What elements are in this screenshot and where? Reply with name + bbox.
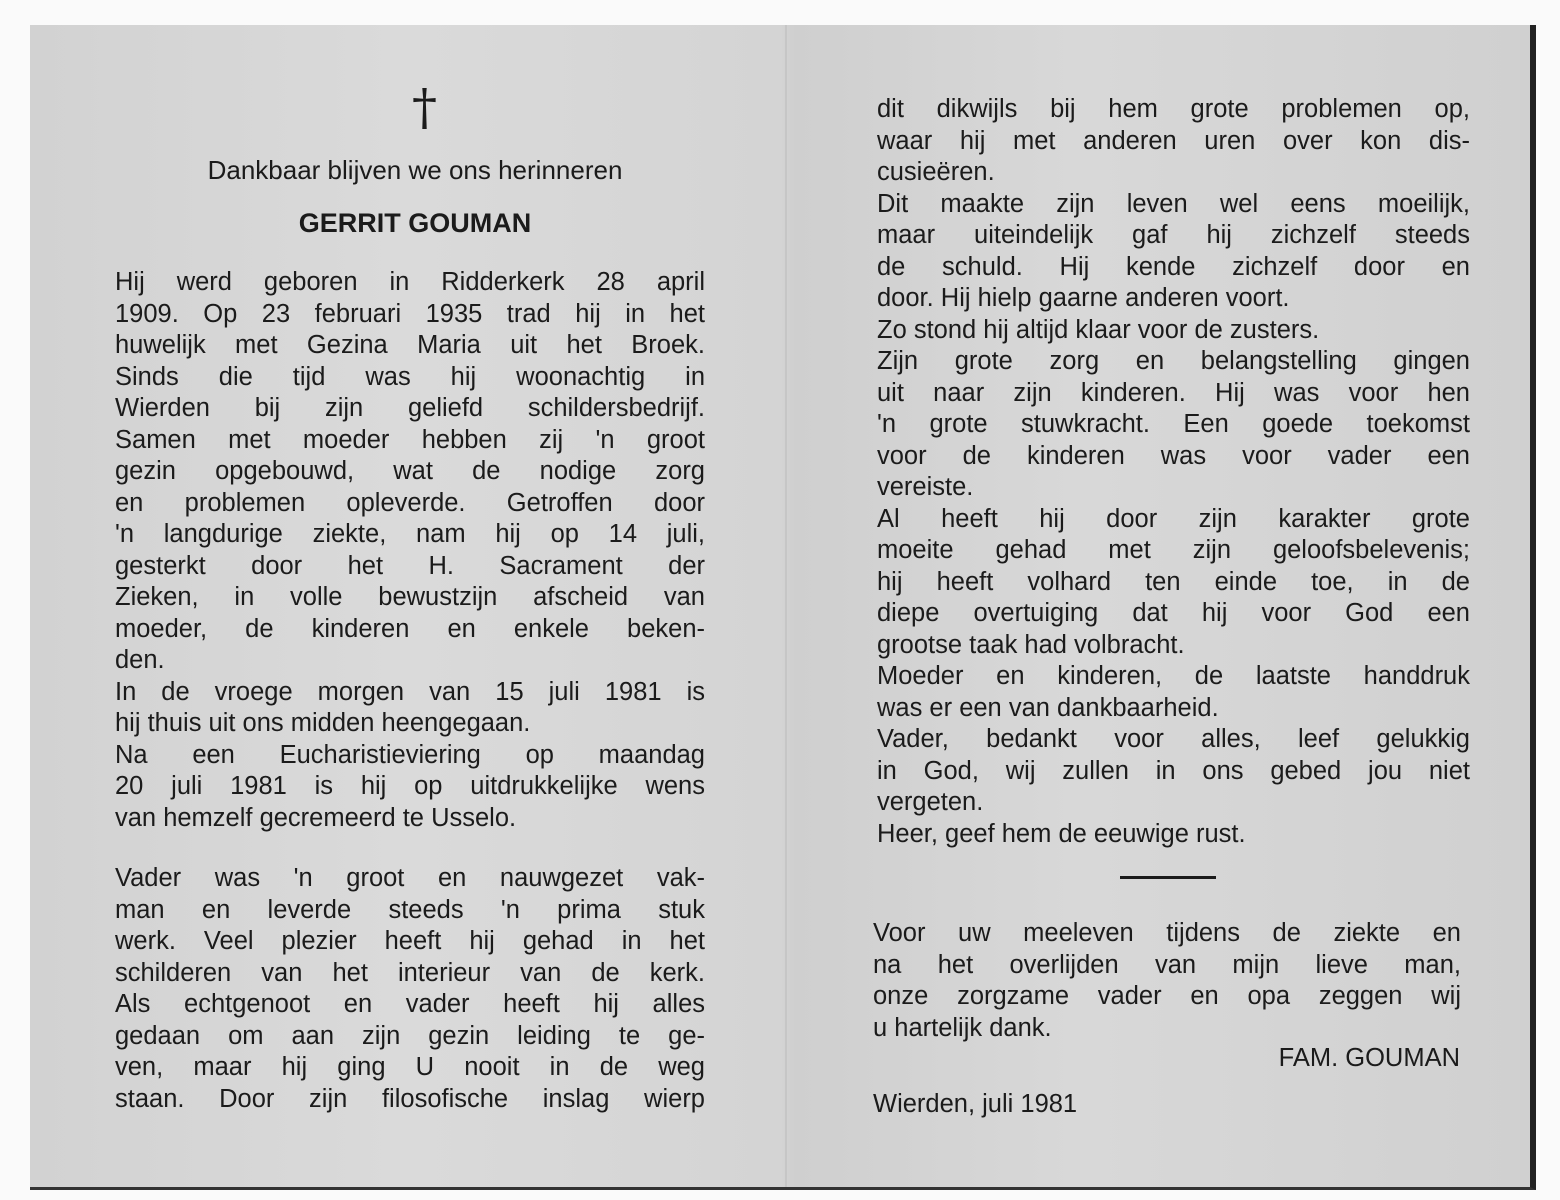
text-line: Zieken, in volle bewustzijn afscheid van <box>115 583 705 611</box>
text-line: u hartelijk dank. <box>873 1013 1052 1042</box>
text-line: Dit maakte zijn leven wel eens moeilijk, <box>877 189 1470 218</box>
paragraph <box>877 724 1470 819</box>
text-line: 20 juli 1981 is hij op uitdrukkelijke wens <box>115 772 705 800</box>
paragraph <box>877 819 1470 851</box>
text-line: Vader was 'n groot en nauwgezet vak- <box>115 864 705 892</box>
text-line: man en leverde steeds 'n prima stuk <box>115 895 705 924</box>
paragraph <box>115 677 705 740</box>
text-line: na het overlijden van mijn lieve man, <box>873 950 1461 979</box>
deceased-name: GERRIT GOUMAN <box>298 208 532 238</box>
text-line: den. <box>115 646 165 674</box>
text-line: door. Hij hielp gaarne anderen voort. <box>877 284 1290 312</box>
text-line: Moeder en kinderen, de laatste handdruk <box>877 662 1470 690</box>
text-line: Zo stond hij altijd klaar voor de zusters. <box>877 315 1320 344</box>
text-line: was er een van dankbaarheid. <box>877 693 1219 722</box>
text-line: moeite gehad met zijn geloofsbelevenis; <box>877 536 1470 564</box>
text-line: gezin opgebouwd, wat de nodige zorg <box>115 457 705 485</box>
text-line: grootse taak had volbracht. <box>877 630 1185 659</box>
text-line: staan. Door zijn filosofische inslag wierp <box>115 1084 705 1113</box>
signature: FAM. GOUMAN <box>1278 1044 1460 1072</box>
text-line: Heer, geef hem de eeuwige rust. <box>877 819 1246 848</box>
text-line: Voor uw meeleven tijdens de ziekte en <box>873 919 1461 947</box>
text-line: ven, maar hij ging U nooit in de weg <box>115 1053 705 1081</box>
paragraph <box>877 315 1470 347</box>
text-line: dit dikwijls bij hem grote problemen op, <box>877 95 1470 123</box>
text-line: huwelijk met Gezina Maria uit het Broek. <box>115 331 705 359</box>
place-date: Wierden, juli 1981 <box>873 1090 1078 1118</box>
cross-icon: † <box>412 78 437 136</box>
paragraph <box>877 346 1470 504</box>
text-line: waar hij met anderen uren over kon dis- <box>877 126 1470 155</box>
paragraph <box>115 267 705 677</box>
text-line: moeder, de kinderen en enkele beken- <box>115 614 705 643</box>
left-column-text <box>115 267 705 834</box>
paragraph <box>877 189 1470 315</box>
paragraph <box>877 94 1470 189</box>
text-line: in God, wij zullen in ons gebed jou niet <box>877 756 1470 785</box>
text-line: en problemen opleverde. Getroffen door <box>115 488 705 517</box>
paragraph <box>873 918 1461 1044</box>
text-line: van hemzelf gecremeerd te Usselo. <box>115 803 517 832</box>
left-column-text-2 <box>115 863 705 1115</box>
text-line: voor de kinderen was voor vader een <box>877 441 1470 470</box>
text-line: Als echtgenoot en vader heeft hij alles <box>115 990 705 1018</box>
text-line: vereiste. <box>877 473 974 501</box>
text-line: werk. Veel plezier heeft hij gehad in het <box>115 927 705 955</box>
text-line: vergeten. <box>877 788 984 816</box>
text-line: Zijn grote zorg en belangstelling gingen <box>877 347 1470 375</box>
thanks-text <box>873 918 1461 1044</box>
divider <box>1120 876 1216 879</box>
right-column-text <box>877 94 1470 850</box>
text-line: 'n langdurige ziekte, nam hij op 14 juli, <box>115 520 705 548</box>
text-line: Hij werd geboren in Ridderkerk 28 april <box>115 268 705 296</box>
text-line: de schuld. Hij kende zichzelf door en <box>877 252 1470 281</box>
text-line: Vader, bedankt voor alles, leef gelukkig <box>877 725 1470 753</box>
intro-text: Dankbaar blijven we ons herinneren <box>207 155 623 185</box>
text-line: In de vroege morgen van 15 juli 1981 is <box>115 677 705 706</box>
paragraph <box>877 661 1470 724</box>
text-line: diepe overtuiging dat hij voor God een <box>877 599 1470 627</box>
text-line: maar uiteindelijk gaf hij zichzelf steeds <box>877 221 1470 249</box>
text-line: uit naar zijn kinderen. Hij was voor hen <box>877 378 1470 407</box>
text-line: Samen met moeder hebben zij 'n groot <box>115 425 705 454</box>
text-line: 1909. Op 23 februari 1935 trad hij in het <box>115 299 705 328</box>
text-line: onze zorgzame vader en opa zeggen wij <box>873 982 1461 1010</box>
paragraph <box>115 740 705 835</box>
card-fold <box>785 25 787 1187</box>
paragraph <box>115 863 705 1115</box>
text-line: cusieëren. <box>877 158 995 186</box>
text-line: 'n grote stuwkracht. Een goede toekomst <box>877 410 1470 438</box>
text-line: hij heeft volhard ten einde toe, in de <box>877 567 1470 596</box>
paragraph <box>877 504 1470 662</box>
text-line: gesterkt door het H. Sacrament der <box>115 551 705 580</box>
text-line: gedaan om aan zijn gezin leiding te ge- <box>115 1021 705 1050</box>
text-line: Al heeft hij door zijn karakter grote <box>877 504 1470 533</box>
text-line: hij thuis uit ons midden heengegaan. <box>115 709 531 737</box>
text-line: Na een Eucharistieviering op maandag <box>115 740 705 769</box>
text-line: Wierden bij zijn geliefd schildersbedrijf. <box>115 394 705 422</box>
text-line: Sinds die tijd was hij woonachtig in <box>115 362 705 391</box>
text-line: schilderen van het interieur van de kerk. <box>115 958 705 987</box>
